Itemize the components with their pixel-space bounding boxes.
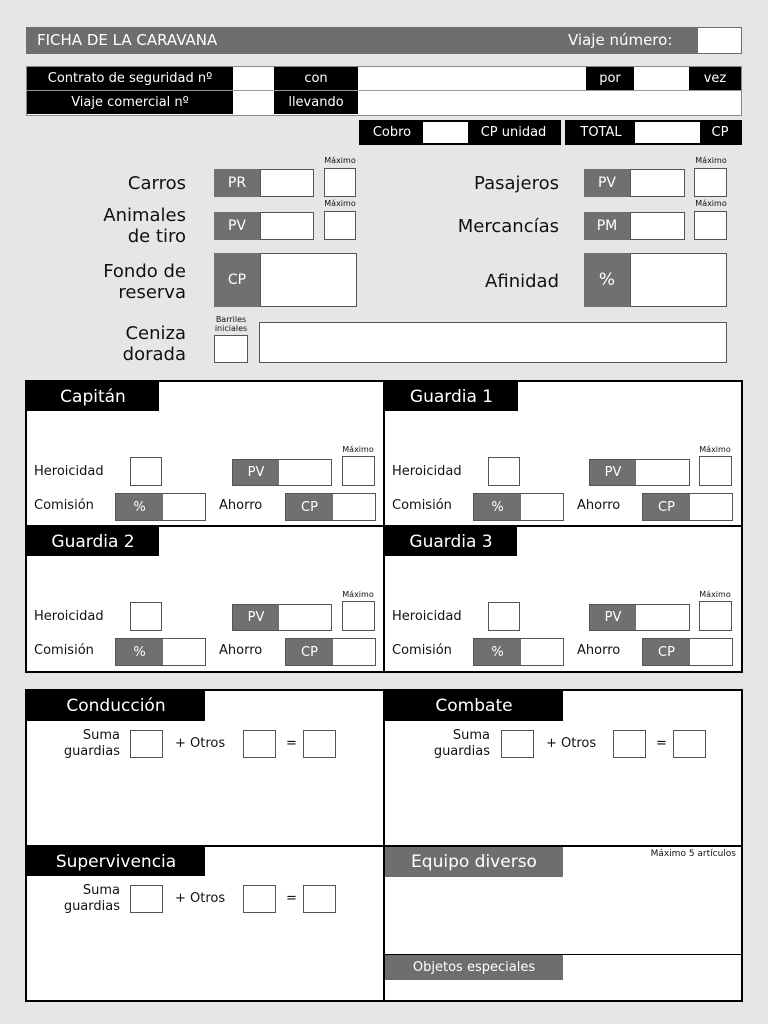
pasajeros-label: Pasajeros [474, 173, 559, 194]
mercancias-tag: PM [584, 212, 630, 240]
trip-number-field[interactable] [698, 28, 741, 53]
guard2-comision-field[interactable] [115, 638, 206, 666]
guard2-comision-label: Comisión [34, 643, 94, 658]
conduccion-otros-label: + Otros [175, 736, 226, 751]
combate-eq-label: = [656, 736, 667, 751]
captain-comision-tag: % [116, 494, 163, 520]
guard2-pv-tag: PV [233, 605, 279, 630]
total-cp-label: CP [700, 122, 740, 143]
mercancias-max-label: Máximo [695, 199, 727, 208]
conduccion-suma-2: guardias [63, 744, 120, 759]
supervivencia-suma-field[interactable] [130, 885, 163, 913]
guard3-comision-field[interactable] [473, 638, 564, 666]
guard3-max-field[interactable] [699, 601, 732, 631]
guard1-pv-tag: PV [590, 460, 636, 485]
ceniza-label-1: Ceniza [125, 323, 186, 344]
guard1-pv-field[interactable] [589, 459, 690, 486]
fondo-field[interactable] [260, 253, 357, 307]
barriles-label-1: Barriles [215, 315, 247, 324]
guard2-title: Guardia 2 [27, 527, 159, 556]
guard1-max-label: Máximo [699, 445, 731, 454]
afinidad-tag: % [584, 253, 630, 307]
combate-suma-1: Suma [452, 728, 490, 743]
guard1-ahorro-label: Ahorro [577, 498, 621, 513]
captain-heroicidad-field[interactable] [130, 457, 162, 486]
captain-max-field[interactable] [342, 456, 375, 486]
animales-label-2: de tiro [127, 226, 186, 247]
guard3-max-label: Máximo [699, 590, 731, 599]
mercancias-field[interactable] [630, 212, 685, 240]
combate-title: Combate [385, 691, 563, 721]
guard1-ahorro-field[interactable] [642, 493, 733, 521]
with-field[interactable] [358, 67, 586, 90]
guard2-pv-field[interactable] [232, 604, 332, 631]
objetos-field[interactable] [386, 981, 741, 1000]
guard2-ahorro-label: Ahorro [219, 643, 263, 658]
afinidad-label: Afinidad [485, 271, 559, 292]
equipo-note: Máximo 5 artículos [650, 849, 736, 859]
guard2-max-field[interactable] [342, 601, 375, 631]
guard1-max-field[interactable] [699, 456, 732, 486]
animales-max-label: Máximo [324, 199, 356, 208]
combate-suma-field[interactable] [501, 730, 534, 758]
guard3-heroicidad-label: Heroicidad [392, 609, 462, 624]
animales-label-1: Animales [103, 205, 186, 226]
supervivencia-title: Supervivencia [27, 847, 205, 876]
captain-ahorro-field[interactable] [285, 493, 376, 521]
captain-comision-field[interactable] [115, 493, 206, 521]
carrying-field[interactable] [358, 91, 741, 114]
trip-number-label: Viaje número: [568, 31, 673, 49]
mercancias-label: Mercancías [457, 216, 559, 237]
carrying-label: llevando [274, 91, 358, 114]
conduccion-suma-1: Suma [82, 728, 120, 743]
conduccion-suma-field[interactable] [130, 730, 163, 758]
guard3-ahorro-tag: CP [643, 639, 690, 665]
supervivencia-eq-label: = [286, 891, 297, 906]
guard2-comision-tag: % [116, 639, 163, 665]
fondo-label-2: reserva [118, 282, 186, 303]
combate-suma-2: guardias [433, 744, 490, 759]
guard3-comision-label: Comisión [392, 643, 452, 658]
guard1-comision-label: Comisión [392, 498, 452, 513]
security-contract-field[interactable] [233, 67, 274, 90]
time-label: vez [689, 67, 741, 90]
objetos-title: Objetos especiales [385, 955, 563, 980]
captain-title: Capitán [27, 382, 159, 411]
captain-pv-field[interactable] [232, 459, 332, 486]
supervivencia-suma-1: Suma [82, 883, 120, 898]
afinidad-field[interactable] [630, 253, 727, 307]
combate-otros-field[interactable] [613, 730, 646, 758]
pasajeros-max-label: Máximo [695, 156, 727, 165]
captain-max-label: Máximo [342, 445, 374, 454]
cp-unit-label: CP unidad [468, 122, 559, 143]
conduccion-title: Conducción [27, 691, 205, 721]
guard3-title: Guardia 3 [385, 527, 517, 556]
carros-field[interactable] [260, 169, 314, 197]
equipo-title: Equipo diverso [385, 847, 563, 877]
conduccion-otros-field[interactable] [243, 730, 276, 758]
commercial-trip-label: Viaje comercial nº [27, 91, 233, 114]
animales-tag: PV [214, 212, 260, 240]
captain-ahorro-label: Ahorro [219, 498, 263, 513]
animales-max-field[interactable] [324, 211, 356, 240]
ceniza-label-2: dorada [122, 344, 186, 365]
guard3-pv-field[interactable] [589, 604, 690, 631]
guard2-ahorro-field[interactable] [285, 638, 376, 666]
barriles-label-2: iniciales [214, 324, 248, 333]
guard1-heroicidad-label: Heroicidad [392, 464, 462, 479]
guard3-ahorro-field[interactable] [642, 638, 733, 666]
captain-comision-label: Comisión [34, 498, 94, 513]
carros-max-label: Máximo [324, 156, 356, 165]
carros-label: Carros [127, 173, 186, 194]
guard3-pv-tag: PV [590, 605, 636, 630]
guard3-heroicidad-field[interactable] [488, 602, 520, 631]
pasajeros-max-field[interactable] [694, 168, 727, 197]
pasajeros-field[interactable] [630, 169, 685, 197]
animales-field[interactable] [260, 212, 314, 240]
captain-pv-tag: PV [233, 460, 279, 485]
guard2-ahorro-tag: CP [286, 639, 333, 665]
supervivencia-otros-label: + Otros [175, 891, 226, 906]
ceniza-notes-field[interactable] [259, 322, 727, 363]
total-field[interactable] [635, 122, 700, 143]
guard3-comision-tag: % [474, 639, 521, 665]
equipo-field[interactable] [386, 879, 741, 953]
security-contract-label: Contrato de seguridad nº [27, 67, 233, 90]
combate-total-field[interactable] [673, 730, 706, 758]
with-label: con [274, 67, 358, 90]
supervivencia-suma-2: guardias [63, 899, 120, 914]
guard2-heroicidad-label: Heroicidad [34, 609, 104, 624]
cobro-field[interactable] [423, 122, 468, 143]
captain-heroicidad-label: Heroicidad [34, 464, 104, 479]
carros-max-field[interactable] [324, 168, 356, 197]
guard1-title: Guardia 1 [385, 382, 518, 411]
conduccion-eq-label: = [286, 736, 297, 751]
guard1-comision-tag: % [474, 494, 521, 520]
fondo-label-1: Fondo de [103, 261, 186, 282]
pasajeros-tag: PV [584, 169, 630, 197]
fondo-tag: CP [214, 253, 260, 307]
by-field[interactable] [634, 67, 689, 90]
supervivencia-otros-field[interactable] [243, 885, 276, 913]
conduccion-total-field[interactable] [303, 730, 336, 758]
guard2-max-label: Máximo [342, 590, 374, 599]
by-label: por [586, 67, 634, 90]
guard1-comision-field[interactable] [473, 493, 564, 521]
guard2-heroicidad-field[interactable] [130, 602, 162, 631]
guard3-ahorro-label: Ahorro [577, 643, 621, 658]
guard1-heroicidad-field[interactable] [488, 457, 520, 486]
commercial-trip-field[interactable] [233, 91, 274, 114]
cobro-label: Cobro [361, 122, 423, 143]
supervivencia-total-field[interactable] [303, 885, 336, 913]
sheet-title: FICHA DE LA CARAVANA [37, 31, 218, 49]
captain-ahorro-tag: CP [286, 494, 333, 520]
guard1-ahorro-tag: CP [643, 494, 690, 520]
carros-tag: PR [214, 169, 260, 197]
combate-otros-label: + Otros [546, 736, 597, 751]
barriles-field[interactable] [214, 335, 248, 363]
total-label: TOTAL [567, 122, 635, 143]
mercancias-max-field[interactable] [694, 211, 727, 240]
